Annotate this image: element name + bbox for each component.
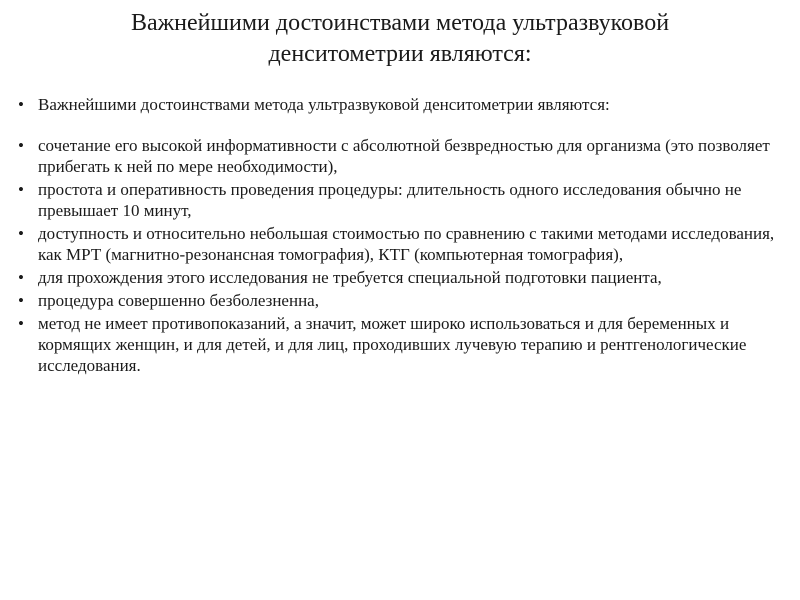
bullet-icon: • (18, 136, 24, 155)
list-item-text: процедура совершенно безболезненна, (38, 291, 319, 310)
list-item (18, 267, 778, 288)
list-item-text: Важнейшими достоинствами метода ультразвуковой денситометрии являются: (38, 95, 610, 114)
bullet-icon: • (18, 291, 24, 310)
list-item-text: сочетание его высокой информативности с абсолютной безвредностью для организма (это позволяет прибегать к ней по мере необходимости), (38, 136, 770, 176)
list-item-text: простота и оперативность проведения процедуры: длительность одного исследования обычно не превышает 10 минут, (38, 180, 742, 220)
bullet-icon: • (18, 268, 24, 287)
list-item (18, 94, 778, 115)
list-item (18, 290, 778, 311)
bullet-icon: • (18, 314, 24, 333)
bullet-list (18, 94, 778, 378)
bullet-icon: • (18, 224, 24, 243)
bullet-icon: • (18, 180, 24, 199)
list-item (18, 135, 778, 177)
slide-title-line-2: денситометрии являются: (268, 41, 532, 67)
list-item-text: для прохождения этого исследования не требуется специальной подготовки пациента, (38, 268, 662, 287)
list-item-text: доступность и относительно небольшая стоимостью по сравнению с такими методами исследования, как МРТ (магнитно-резонансная томография), КТГ (компьютерная томография), (38, 224, 775, 264)
list-item (18, 179, 778, 221)
list-item (18, 313, 778, 376)
list-item (18, 223, 778, 265)
list-item-text: метод не имеет противопоказаний, а значит, может широко использоваться и для беременных и кормящих женщин, и для детей, и для лиц, проходивших лучевую терапию и рентгенологические исследования. (38, 314, 747, 375)
slide-title-line-1: Важнейшими достоинствами метода ультразвуковой (130, 10, 670, 36)
slide-title (60, 8, 740, 70)
bullet-icon: • (18, 95, 24, 114)
